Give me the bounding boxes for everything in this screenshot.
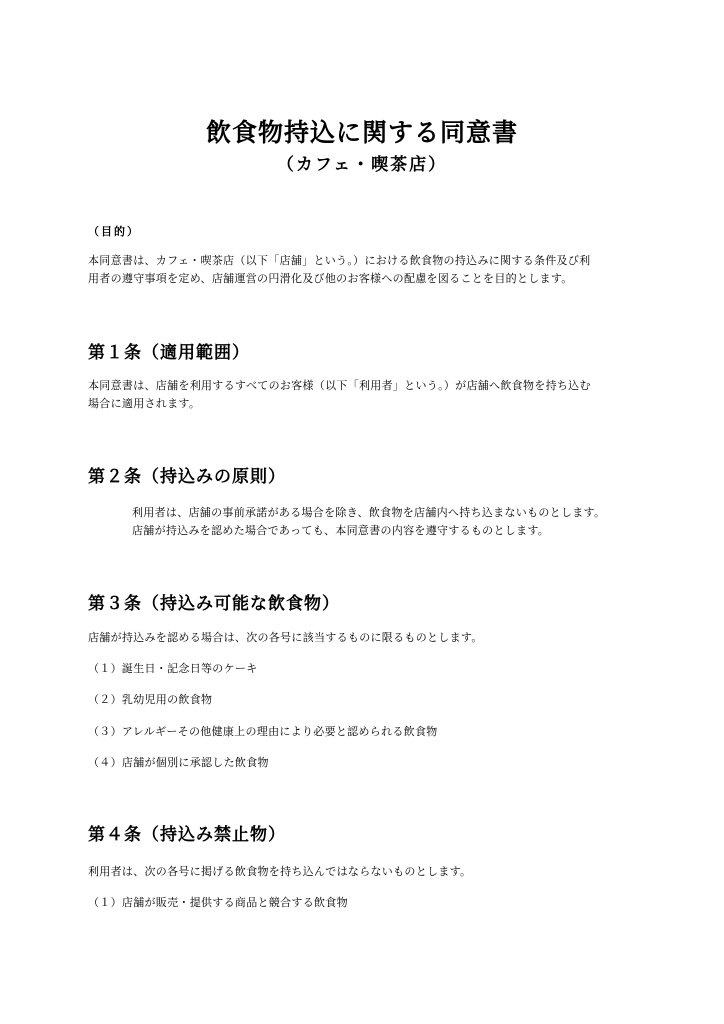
purpose-paragraph bbox=[88, 252, 648, 288]
article-3-intro: 店舗が持込みを認める場合は、次の各号に該当するものに限るものとします。 bbox=[88, 631, 483, 644]
article-1-heading: 第１条（適用範囲） bbox=[88, 343, 250, 363]
article-1-line: 本同意書は、店舗を利用するすべてのお客様（以下「利用者」という。）が店舗へ飲食物を持ち込む bbox=[88, 379, 591, 392]
article-2-line: 店舗が持込みを認めた場合であっても、本同意書の内容を遵守するものとします。 bbox=[132, 524, 550, 537]
article-3-item: （１）誕生日・記念日等のケーキ bbox=[88, 662, 258, 675]
article-3-item: （３）アレルギーその他健康上の理由により必要と認められる飲食物 bbox=[88, 725, 438, 738]
purpose-line: 用者の遵守事項を定め、店舗運営の円滑化及び他のお客様への配慮を図ることを目的とします。 bbox=[88, 272, 573, 285]
article-1-line: 場合に適用されます。 bbox=[88, 397, 201, 410]
article-2-heading: 第２条（持込みの原則） bbox=[88, 467, 286, 487]
purpose-line: 本同意書は、カフェ・喫茶店（以下「店舗」という。）における飲食物の持込みに関する条件及び利 bbox=[88, 254, 591, 267]
article-4-heading: 第４条（持込み禁止物） bbox=[88, 825, 286, 845]
document-subtitle: （カフェ・喫茶店） bbox=[276, 155, 448, 175]
article-4-intro: 利用者は、次の各号に掲げる飲食物を持ち込んではならないものとします。 bbox=[88, 865, 472, 878]
article-3-heading: 第３条（持込み可能な飲食物） bbox=[88, 594, 340, 614]
article-2-paragraph bbox=[132, 504, 652, 540]
article-3-item: （４）店舗が個別に承認した飲食物 bbox=[88, 756, 269, 769]
article-2-line: 利用者は、店舗の事前承諾がある場合を除き、飲食物を店舗内へ持ち込まないものとします。 bbox=[132, 506, 606, 519]
article-3-item: （２）乳幼児用の飲食物 bbox=[88, 693, 213, 706]
article-1-paragraph bbox=[88, 377, 648, 413]
document-title: 飲食物持込に関する同意書 bbox=[205, 118, 518, 147]
purpose-label: （目的） bbox=[88, 225, 140, 238]
article-4-item: （１）店舗が販売・提供する商品と競合する飲食物 bbox=[88, 896, 348, 909]
